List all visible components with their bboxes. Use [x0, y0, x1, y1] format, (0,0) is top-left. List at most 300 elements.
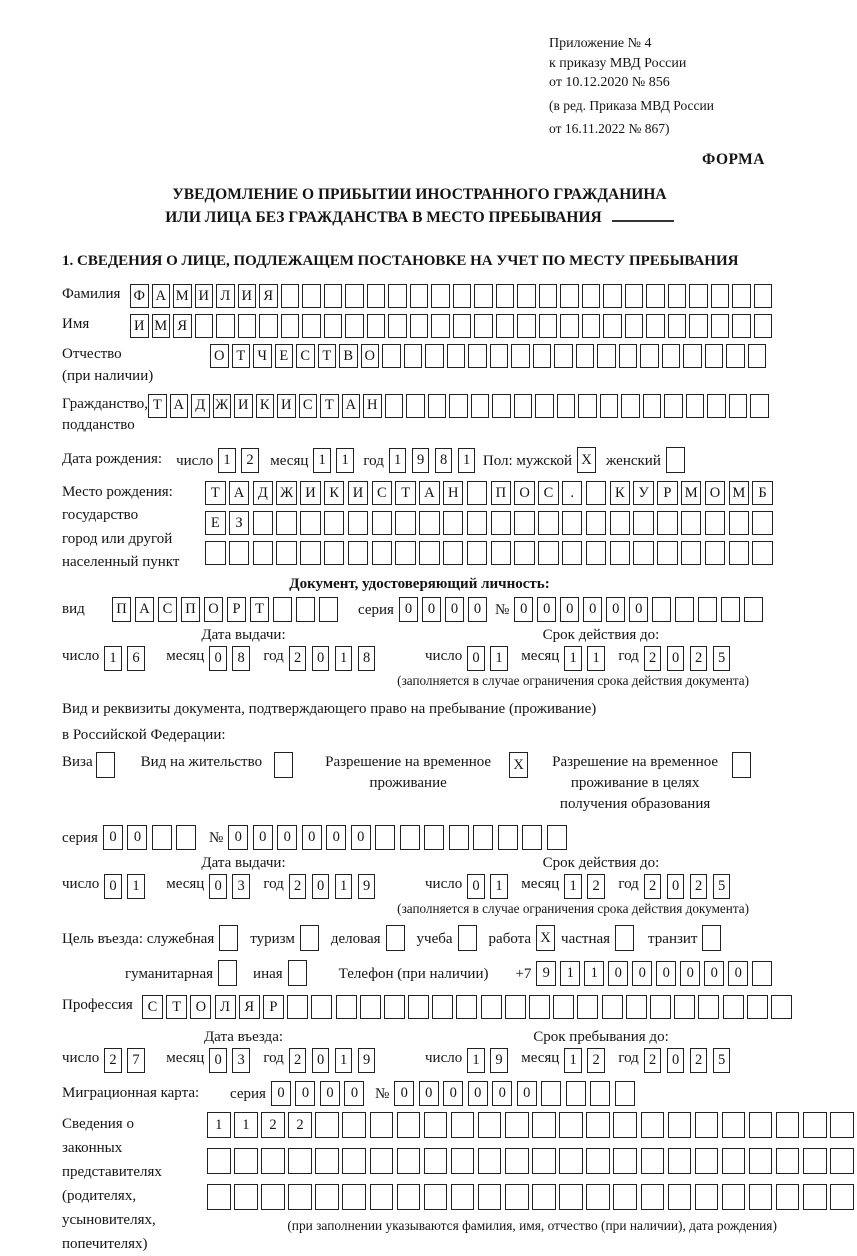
char-cell[interactable] — [432, 995, 453, 1019]
char-cell[interactable]: П — [112, 597, 131, 622]
char-cell[interactable]: 6 — [127, 646, 145, 671]
char-cell[interactable] — [625, 314, 644, 338]
char-cell[interactable] — [657, 511, 678, 535]
char-cell[interactable]: Ф — [130, 284, 149, 308]
char-cell[interactable] — [641, 1112, 665, 1138]
char-cell[interactable]: 8 — [435, 448, 453, 473]
char-cell[interactable] — [721, 597, 740, 622]
char-cell[interactable]: 0 — [608, 961, 628, 986]
char-cell[interactable]: 0 — [209, 646, 227, 671]
purpose-study-checkbox[interactable] — [458, 925, 477, 951]
char-cell[interactable] — [449, 825, 469, 850]
legal-reps-cells-row1[interactable] — [207, 1112, 857, 1138]
char-cell[interactable]: 1 — [127, 874, 145, 899]
char-cell[interactable] — [776, 1184, 800, 1210]
char-cell[interactable] — [382, 344, 401, 368]
char-cell[interactable] — [650, 995, 671, 1019]
char-cell[interactable]: И — [348, 481, 369, 505]
char-cell[interactable]: 9 — [358, 874, 376, 899]
char-cell[interactable] — [496, 314, 515, 338]
char-cell[interactable] — [348, 511, 369, 535]
char-cell[interactable]: 0 — [312, 646, 330, 671]
char-cell[interactable]: 2 — [261, 1112, 285, 1138]
char-cell[interactable] — [253, 511, 274, 535]
char-cell[interactable]: 0 — [445, 597, 464, 622]
char-cell[interactable]: Т — [148, 394, 167, 418]
char-cell[interactable]: П — [181, 597, 200, 622]
char-cell[interactable] — [397, 1184, 421, 1210]
char-cell[interactable] — [367, 314, 386, 338]
char-cell[interactable] — [395, 511, 416, 535]
char-cell[interactable]: Н — [443, 481, 464, 505]
char-cell[interactable] — [342, 1112, 366, 1138]
char-cell[interactable]: Р — [227, 597, 246, 622]
char-cell[interactable]: 0 — [667, 1048, 685, 1073]
char-cell[interactable] — [315, 1184, 339, 1210]
char-cell[interactable]: 0 — [629, 597, 648, 622]
char-cell[interactable] — [478, 1184, 502, 1210]
char-cell[interactable] — [276, 541, 297, 565]
char-cell[interactable] — [602, 995, 623, 1019]
char-cell[interactable] — [603, 284, 622, 308]
char-cell[interactable] — [641, 1148, 665, 1174]
char-cell[interactable] — [582, 284, 601, 308]
char-cell[interactable] — [722, 1148, 746, 1174]
char-cell[interactable] — [261, 1148, 285, 1174]
char-cell[interactable]: 0 — [583, 597, 602, 622]
stay-until-day-cells[interactable] — [467, 1048, 513, 1073]
char-cell[interactable]: М — [681, 481, 702, 505]
char-cell[interactable] — [613, 1148, 637, 1174]
char-cell[interactable] — [533, 344, 552, 368]
char-cell[interactable]: 2 — [644, 1048, 662, 1073]
purpose-business-checkbox[interactable] — [386, 925, 405, 951]
char-cell[interactable] — [467, 481, 488, 505]
char-cell[interactable] — [424, 1184, 448, 1210]
char-cell[interactable]: Б — [752, 481, 773, 505]
char-cell[interactable] — [517, 284, 536, 308]
char-cell[interactable] — [274, 752, 293, 778]
char-cell[interactable] — [481, 995, 502, 1019]
char-cell[interactable]: 0 — [344, 1081, 364, 1106]
char-cell[interactable]: М — [173, 284, 192, 308]
birth-place-cells-row2[interactable] — [205, 511, 776, 535]
char-cell[interactable] — [456, 995, 477, 1019]
char-cell[interactable] — [600, 394, 619, 418]
char-cell[interactable] — [404, 344, 423, 368]
surname-cells[interactable] — [130, 284, 775, 308]
char-cell[interactable]: О — [705, 481, 726, 505]
char-cell[interactable] — [666, 447, 685, 473]
char-cell[interactable] — [498, 825, 518, 850]
char-cell[interactable]: 9 — [536, 961, 556, 986]
char-cell[interactable] — [300, 541, 321, 565]
char-cell[interactable] — [586, 541, 607, 565]
char-cell[interactable]: М — [729, 481, 750, 505]
char-cell[interactable] — [345, 314, 364, 338]
char-cell[interactable] — [771, 995, 792, 1019]
char-cell[interactable]: З — [229, 511, 250, 535]
char-cell[interactable] — [451, 1148, 475, 1174]
char-cell[interactable]: О — [204, 597, 223, 622]
char-cell[interactable] — [431, 284, 450, 308]
char-cell[interactable] — [754, 314, 773, 338]
char-cell[interactable] — [625, 284, 644, 308]
char-cell[interactable]: 5 — [713, 1048, 731, 1073]
char-cell[interactable]: 0 — [680, 961, 700, 986]
char-cell[interactable] — [705, 344, 724, 368]
char-cell[interactable]: X — [509, 752, 528, 778]
char-cell[interactable] — [668, 284, 687, 308]
char-cell[interactable]: У — [633, 481, 654, 505]
char-cell[interactable] — [698, 597, 717, 622]
char-cell[interactable] — [729, 511, 750, 535]
char-cell[interactable] — [668, 1184, 692, 1210]
char-cell[interactable] — [744, 597, 763, 622]
char-cell[interactable] — [492, 394, 511, 418]
char-cell[interactable] — [535, 394, 554, 418]
char-cell[interactable] — [711, 284, 730, 308]
entry-day-cells[interactable] — [104, 1048, 150, 1073]
char-cell[interactable] — [619, 344, 638, 368]
doc-issue-year-cells[interactable] — [289, 646, 381, 671]
char-cell[interactable]: 8 — [358, 646, 376, 671]
char-cell[interactable] — [830, 1184, 854, 1210]
char-cell[interactable]: 0 — [468, 597, 487, 622]
char-cell[interactable] — [474, 314, 493, 338]
char-cell[interactable] — [348, 541, 369, 565]
char-cell[interactable]: 0 — [443, 1081, 463, 1106]
char-cell[interactable] — [315, 1112, 339, 1138]
char-cell[interactable] — [505, 1112, 529, 1138]
char-cell[interactable] — [468, 344, 487, 368]
char-cell[interactable] — [324, 314, 343, 338]
migration-number-cells[interactable] — [394, 1081, 639, 1106]
char-cell[interactable] — [505, 1184, 529, 1210]
doc-number-cells[interactable] — [514, 597, 767, 622]
char-cell[interactable] — [408, 995, 429, 1019]
sex-male-checkbox[interactable] — [577, 447, 596, 473]
char-cell[interactable]: О — [210, 344, 229, 368]
char-cell[interactable] — [410, 314, 429, 338]
char-cell[interactable] — [621, 394, 640, 418]
char-cell[interactable] — [397, 1112, 421, 1138]
char-cell[interactable] — [451, 1184, 475, 1210]
char-cell[interactable] — [315, 1148, 339, 1174]
char-cell[interactable] — [553, 995, 574, 1019]
char-cell[interactable]: С — [158, 597, 177, 622]
char-cell[interactable]: 0 — [271, 1081, 291, 1106]
char-cell[interactable]: 0 — [422, 597, 441, 622]
char-cell[interactable] — [705, 541, 726, 565]
char-cell[interactable] — [400, 825, 420, 850]
char-cell[interactable] — [419, 511, 440, 535]
char-cell[interactable]: Е — [275, 344, 294, 368]
stay-until-month-cells[interactable] — [564, 1048, 610, 1073]
char-cell[interactable] — [683, 344, 702, 368]
char-cell[interactable] — [273, 597, 292, 622]
char-cell[interactable]: А — [419, 481, 440, 505]
char-cell[interactable] — [689, 284, 708, 308]
legal-reps-cells-row2[interactable] — [207, 1148, 857, 1174]
birth-place-cells-row1[interactable] — [205, 481, 776, 505]
char-cell[interactable] — [478, 1112, 502, 1138]
char-cell[interactable] — [467, 541, 488, 565]
char-cell[interactable] — [747, 995, 768, 1019]
char-cell[interactable] — [615, 925, 634, 951]
char-cell[interactable]: А — [229, 481, 250, 505]
char-cell[interactable] — [729, 394, 748, 418]
char-cell[interactable]: 1 — [389, 448, 407, 473]
char-cell[interactable]: 0 — [209, 1048, 227, 1073]
stay-issue-year-cells[interactable] — [289, 874, 381, 899]
char-cell[interactable]: 0 — [728, 961, 748, 986]
char-cell[interactable] — [776, 1148, 800, 1174]
entry-year-cells[interactable] — [289, 1048, 381, 1073]
char-cell[interactable] — [541, 1081, 561, 1106]
char-cell[interactable]: О — [190, 995, 211, 1019]
char-cell[interactable]: Т — [166, 995, 187, 1019]
char-cell[interactable] — [505, 995, 526, 1019]
char-cell[interactable] — [342, 1184, 366, 1210]
char-cell[interactable] — [566, 1081, 586, 1106]
char-cell[interactable] — [689, 314, 708, 338]
migration-series-cells[interactable] — [271, 1081, 369, 1106]
char-cell[interactable] — [686, 394, 705, 418]
char-cell[interactable] — [471, 394, 490, 418]
char-cell[interactable] — [152, 825, 172, 850]
birth-day-cells[interactable] — [218, 448, 264, 473]
char-cell[interactable]: 0 — [104, 874, 122, 899]
char-cell[interactable]: 1 — [207, 1112, 231, 1138]
given-name-cells[interactable] — [130, 314, 775, 338]
char-cell[interactable] — [388, 284, 407, 308]
char-cell[interactable]: 2 — [587, 1048, 605, 1073]
char-cell[interactable] — [657, 541, 678, 565]
char-cell[interactable]: Д — [191, 394, 210, 418]
stay-number-cells[interactable] — [228, 825, 571, 850]
doc-expiry-year-cells[interactable] — [644, 646, 736, 671]
char-cell[interactable] — [385, 394, 404, 418]
char-cell[interactable] — [590, 1081, 610, 1106]
char-cell[interactable] — [453, 314, 472, 338]
char-cell[interactable]: 0 — [312, 874, 330, 899]
char-cell[interactable]: Т — [320, 394, 339, 418]
char-cell[interactable] — [505, 1148, 529, 1174]
char-cell[interactable]: И — [195, 284, 214, 308]
char-cell[interactable]: 0 — [467, 646, 485, 671]
char-cell[interactable] — [560, 314, 579, 338]
stay-series-cells[interactable] — [103, 825, 201, 850]
purpose-work-checkbox[interactable] — [536, 925, 555, 951]
char-cell[interactable]: С — [538, 481, 559, 505]
char-cell[interactable]: 2 — [690, 1048, 708, 1073]
char-cell[interactable] — [234, 1184, 258, 1210]
char-cell[interactable] — [539, 314, 558, 338]
char-cell[interactable] — [261, 1184, 285, 1210]
char-cell[interactable] — [729, 541, 750, 565]
char-cell[interactable] — [586, 1112, 610, 1138]
char-cell[interactable]: 0 — [228, 825, 248, 850]
char-cell[interactable] — [577, 995, 598, 1019]
char-cell[interactable] — [428, 394, 447, 418]
char-cell[interactable] — [324, 284, 343, 308]
char-cell[interactable] — [216, 314, 235, 338]
char-cell[interactable]: 0 — [667, 646, 685, 671]
char-cell[interactable] — [514, 511, 535, 535]
char-cell[interactable] — [610, 511, 631, 535]
char-cell[interactable]: 0 — [326, 825, 346, 850]
char-cell[interactable] — [559, 1148, 583, 1174]
char-cell[interactable]: М — [152, 314, 171, 338]
char-cell[interactable] — [424, 825, 444, 850]
char-cell[interactable] — [830, 1148, 854, 1174]
char-cell[interactable]: 0 — [468, 1081, 488, 1106]
char-cell[interactable] — [287, 995, 308, 1019]
char-cell[interactable] — [613, 1184, 637, 1210]
char-cell[interactable]: 0 — [295, 1081, 315, 1106]
char-cell[interactable] — [424, 1112, 448, 1138]
char-cell[interactable] — [559, 1112, 583, 1138]
char-cell[interactable] — [668, 1112, 692, 1138]
doc-series-cells[interactable] — [399, 597, 491, 622]
birth-place-cells-row3[interactable] — [205, 541, 776, 565]
char-cell[interactable] — [342, 1148, 366, 1174]
char-cell[interactable] — [538, 541, 559, 565]
char-cell[interactable]: 0 — [492, 1081, 512, 1106]
stay-expiry-month-cells[interactable] — [564, 874, 610, 899]
char-cell[interactable] — [302, 314, 321, 338]
char-cell[interactable]: 7 — [127, 1048, 145, 1073]
char-cell[interactable] — [643, 394, 662, 418]
char-cell[interactable]: 5 — [713, 646, 731, 671]
char-cell[interactable] — [532, 1148, 556, 1174]
char-cell[interactable]: 0 — [399, 597, 418, 622]
char-cell[interactable]: 1 — [467, 1048, 485, 1073]
char-cell[interactable] — [300, 925, 319, 951]
birth-year-cells[interactable] — [389, 448, 481, 473]
char-cell[interactable] — [723, 995, 744, 1019]
char-cell[interactable]: 9 — [358, 1048, 376, 1073]
char-cell[interactable] — [707, 394, 726, 418]
char-cell[interactable] — [705, 511, 726, 535]
char-cell[interactable] — [324, 541, 345, 565]
char-cell[interactable] — [360, 995, 381, 1019]
char-cell[interactable] — [752, 961, 772, 986]
purpose-official-checkbox[interactable] — [219, 925, 238, 951]
char-cell[interactable]: Я — [173, 314, 192, 338]
char-cell[interactable]: 8 — [232, 646, 250, 671]
char-cell[interactable]: Р — [263, 995, 284, 1019]
char-cell[interactable] — [539, 284, 558, 308]
char-cell[interactable] — [176, 825, 196, 850]
char-cell[interactable]: С — [296, 344, 315, 368]
char-cell[interactable]: С — [372, 481, 393, 505]
char-cell[interactable] — [259, 314, 278, 338]
char-cell[interactable] — [722, 1112, 746, 1138]
char-cell[interactable] — [288, 1184, 312, 1210]
char-cell[interactable] — [610, 541, 631, 565]
char-cell[interactable]: С — [299, 394, 318, 418]
char-cell[interactable] — [675, 597, 694, 622]
sex-female-checkbox[interactable] — [666, 447, 685, 473]
char-cell[interactable] — [803, 1112, 827, 1138]
char-cell[interactable] — [830, 1112, 854, 1138]
char-cell[interactable] — [451, 1112, 475, 1138]
char-cell[interactable] — [750, 394, 769, 418]
char-cell[interactable] — [557, 394, 576, 418]
char-cell[interactable] — [384, 995, 405, 1019]
char-cell[interactable]: X — [577, 447, 596, 473]
char-cell[interactable] — [726, 344, 745, 368]
char-cell[interactable]: И — [300, 481, 321, 505]
char-cell[interactable] — [776, 1112, 800, 1138]
char-cell[interactable] — [681, 541, 702, 565]
char-cell[interactable]: X — [536, 925, 555, 951]
char-cell[interactable]: К — [610, 481, 631, 505]
char-cell[interactable] — [431, 314, 450, 338]
char-cell[interactable] — [749, 1112, 773, 1138]
char-cell[interactable] — [633, 541, 654, 565]
char-cell[interactable] — [511, 344, 530, 368]
char-cell[interactable]: Ж — [213, 394, 232, 418]
char-cell[interactable]: И — [238, 284, 257, 308]
char-cell[interactable] — [613, 1112, 637, 1138]
char-cell[interactable]: 0 — [302, 825, 322, 850]
char-cell[interactable] — [668, 314, 687, 338]
char-cell[interactable]: Т — [232, 344, 251, 368]
char-cell[interactable] — [652, 597, 671, 622]
char-cell[interactable]: 0 — [127, 825, 147, 850]
char-cell[interactable] — [386, 925, 405, 951]
char-cell[interactable]: 0 — [560, 597, 579, 622]
char-cell[interactable] — [395, 541, 416, 565]
char-cell[interactable] — [722, 1184, 746, 1210]
char-cell[interactable]: 2 — [644, 646, 662, 671]
char-cell[interactable] — [586, 511, 607, 535]
char-cell[interactable] — [748, 344, 767, 368]
char-cell[interactable] — [626, 995, 647, 1019]
char-cell[interactable] — [372, 541, 393, 565]
char-cell[interactable]: 1 — [234, 1112, 258, 1138]
char-cell[interactable]: Ч — [253, 344, 272, 368]
char-cell[interactable]: 0 — [467, 874, 485, 899]
char-cell[interactable] — [603, 314, 622, 338]
char-cell[interactable] — [749, 1184, 773, 1210]
doc-kind-cells[interactable] — [112, 597, 342, 622]
char-cell[interactable] — [195, 314, 214, 338]
char-cell[interactable] — [234, 1148, 258, 1174]
char-cell[interactable]: 2 — [690, 874, 708, 899]
char-cell[interactable]: А — [135, 597, 154, 622]
char-cell[interactable] — [205, 541, 226, 565]
char-cell[interactable] — [517, 314, 536, 338]
char-cell[interactable]: 1 — [564, 1048, 582, 1073]
char-cell[interactable] — [695, 1148, 719, 1174]
char-cell[interactable] — [276, 511, 297, 535]
char-cell[interactable] — [646, 284, 665, 308]
char-cell[interactable] — [749, 1148, 773, 1174]
char-cell[interactable]: 1 — [104, 646, 122, 671]
char-cell[interactable]: 2 — [644, 874, 662, 899]
char-cell[interactable]: Р — [657, 481, 678, 505]
char-cell[interactable] — [207, 1148, 231, 1174]
char-cell[interactable] — [554, 344, 573, 368]
char-cell[interactable] — [662, 344, 681, 368]
char-cell[interactable]: 3 — [232, 874, 250, 899]
stay-issue-day-cells[interactable] — [104, 874, 150, 899]
char-cell[interactable] — [586, 481, 607, 505]
